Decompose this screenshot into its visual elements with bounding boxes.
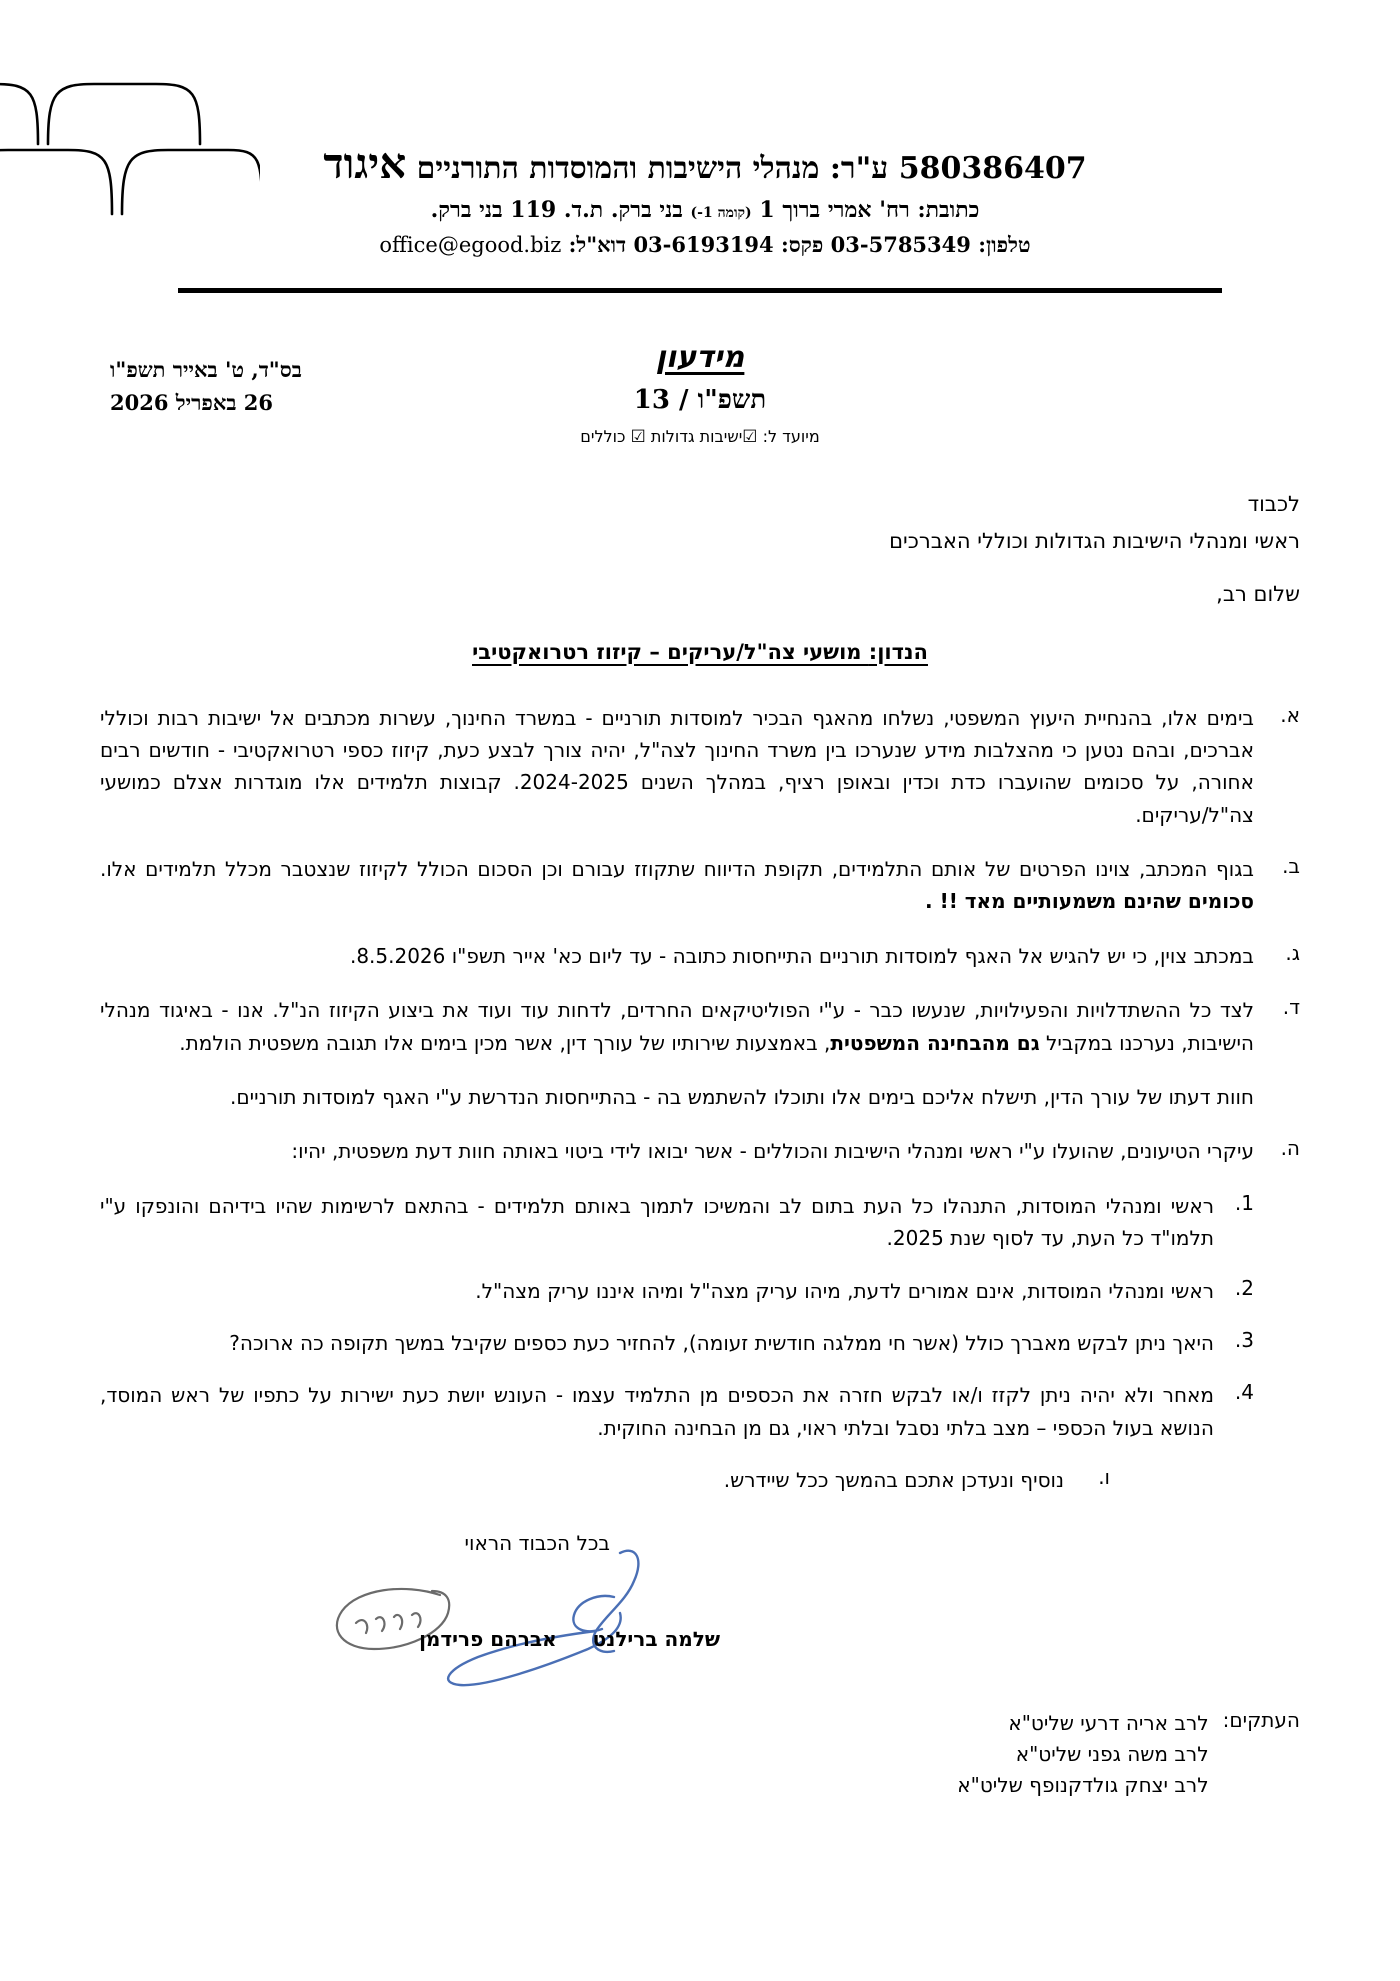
paragraph-text — [100, 994, 1254, 1059]
copies-label: העתקים: — [1222, 1708, 1300, 1732]
salutation: לכבוד — [1247, 492, 1300, 516]
page-title: מידעון — [655, 340, 745, 375]
list-item — [100, 1190, 1254, 1255]
handwritten-signature-icon — [320, 1539, 740, 1689]
document-number: תשפ"ו / 13 — [633, 385, 767, 415]
copies-recipient: לרב אריה דרעי שליט"א — [1008, 1711, 1209, 1735]
address-label: כתובת: — [917, 197, 980, 224]
list-item-marker: 1. — [1234, 1190, 1254, 1215]
list-item-text: ראשי ומנהלי המוסדות, אינם אמורים לדעת, מיהו עריק מצה"ל ומיהו איננו עריק מצה"ל. — [475, 1278, 1214, 1303]
org-title-line — [210, 140, 1200, 188]
organization-identity — [210, 140, 1200, 262]
list-item — [100, 1327, 1254, 1359]
paragraph-text — [100, 853, 1254, 918]
paragraph-bet — [100, 853, 1300, 918]
audience-option-yeshivot: ישיבות גדולות — [650, 427, 743, 446]
list-item-marker: 2. — [1234, 1275, 1254, 1300]
signatory-name-right: אברהם פרידמן — [419, 1626, 557, 1651]
paragraph-hey — [100, 1135, 1300, 1167]
paragraph-marker: ג. — [1285, 940, 1300, 965]
paragraph-text: נוסיף ונעדכן אתכם בהמשך ככל שיידרש. — [723, 1468, 1064, 1493]
paragraph-marker: א. — [1280, 702, 1300, 727]
subject-label: הנדון: — [868, 639, 928, 664]
subject-text — [472, 640, 928, 664]
phone-label: טלפון: — [978, 232, 1031, 258]
paragraph-text-main: לצד כל ההשתדלויות והפעילויות, שנעשו כבר - ע"י הפוליטיקאים החרדים, לדחות עוד ועוד את ביצוע הקיזוז הנ"ל. אנו - באיגוד מנהלי הישיבות, נערכנו במקביל — [100, 998, 1254, 1055]
paragraph-marker: ו. — [1098, 1465, 1110, 1490]
header-divider-rule — [178, 288, 1222, 293]
paragraph-text-emphasis: סכומים שהינם משמעותיים מאד !! . — [925, 889, 1254, 914]
checkbox-kollelim-icon[interactable]: ☑ — [630, 427, 646, 447]
email-address: office@egood.biz — [379, 233, 562, 258]
audience-line — [100, 427, 1300, 447]
address-floor: (קומה 1-) — [690, 205, 752, 222]
addressee-block — [100, 486, 1300, 560]
registration-number: 580386407 — [898, 151, 1087, 186]
fax-number: 03-6193194 — [633, 232, 774, 258]
copies-recipient: לרב משה גפני שליט"א — [1015, 1742, 1209, 1766]
copies-block — [957, 1708, 1300, 1801]
org-address-line — [210, 194, 1200, 227]
paragraph-text: במכתב צוין, כי יש להגיש אל האגף למוסדות תורניים התייחסות כתובה - עד ליום כא' אייר תשפ"ו 8.5.2026. — [349, 943, 1254, 968]
paragraph-dalet-continuation: חוות דעתו של עורך הדין, תישלח אליכם בימים אלו ותוכלו להשתמש בה - בהתייחסות הנדרשת ע"י האגף למוסדות תורניים. — [230, 1085, 1254, 1110]
org-name-bold: איגוד — [323, 139, 407, 188]
greeting-line: שלום רב, — [1216, 581, 1300, 606]
phone-number: 03-5785349 — [830, 232, 971, 258]
checkbox-yeshivot-icon[interactable]: ☑ — [742, 427, 758, 447]
title-and-date-row — [100, 340, 1300, 460]
paragraph-alef — [100, 702, 1300, 832]
date-block — [110, 354, 302, 419]
date-gregorian: 26 באפריל 2026 — [110, 389, 273, 415]
paragraph-text-tail: , באמצעות שירותיו של עורך דין, אשר מכין בימים אלו תגובה משפטית הולמת. — [179, 1030, 831, 1055]
copies-recipient-list — [957, 1708, 1208, 1801]
list-item-text: היאך ניתן לבקש מאברך כולל (אשר חי ממלגה חודשית זעומה), להחזיר כעת כספים שקיבל במשך תקופה כה ארוכה? — [229, 1330, 1214, 1355]
paragraph-text: בימים אלו, בהנחיית היעוץ המשפטי, נשלחו מהאגף הבכיר למוסדות תורניים - במשרד החינוך, עשרות מכתבים אל ישיבות רבות וכוללי אברכים, ובהם נטען כי מהצלבות מידע שנערכו בין משרד החינוך לצה"ל, יהיה צורך לבצע כעת, קיזוז כספי רטרואקטיבי - חודשים רבים אחורה, על סכומים שהועברו כדת וכדין ובאופן רציף, במהלך השנים 2024-2025. קבוצות תלמידים אלו מוגדרות אצלם כמושעי צה"ל/עריקים. — [100, 705, 1254, 827]
audience-label: מיועד ל: — [762, 427, 820, 446]
address-street: רח' אמרי ברוך 1 — [759, 197, 910, 224]
document-body — [100, 702, 1300, 1497]
list-item-marker: 4. — [1234, 1380, 1254, 1405]
email-label: דוא"ל: — [568, 232, 627, 258]
paragraph-marker: ה. — [1280, 1136, 1300, 1161]
paragraph-text-main: בגוף המכתב, צוינו הפרטים של אותם התלמידים, תקופת הדיווח שתקוזז עבורם וכן הסכום הכולל לקיזוז שנצטבר מכלל תלמידים אלו. — [100, 857, 1254, 882]
org-contact-line — [210, 229, 1200, 262]
paragraph-gimel — [100, 940, 1300, 972]
list-item — [100, 1379, 1254, 1444]
signature-closing: בכל הכבוד הראוי — [464, 1530, 610, 1555]
paragraph-vav — [100, 1464, 1110, 1496]
signatory-name-left: שלמה ברילנט — [592, 1626, 720, 1651]
recipient-line: ראשי ומנהלי הישיבות הגדולות וכוללי האברכים — [889, 528, 1300, 553]
paragraph-dalet — [100, 994, 1300, 1059]
subject-body: מושעי צה"ל/עריקים – קיזוז רטרואקטיבי — [472, 639, 862, 664]
copies-recipient: לרב יצחק גולדקנופף שליט"א — [957, 1773, 1209, 1797]
paragraph-marker: ד. — [1282, 995, 1300, 1020]
paragraph-text-emphasis: גם מהבחינה המשפטית — [830, 1030, 1040, 1055]
list-item-text: מאחר ולא יהיה ניתן לקזז ו/או לבקש חזרה את הכספים מן התלמיד עצמו - העונש יושת כעת ישירות על כתפיו של ראש המוסד, הנושא בעול הכספי – מצב בלתי נסבל ובלתי ראוי, גם מן הבחינה החוקית. — [100, 1383, 1214, 1440]
signature-names — [419, 1627, 720, 1651]
signature-area — [100, 1531, 1300, 1701]
registration-label: ע"ר: — [829, 151, 889, 186]
fax-label: פקס: — [780, 232, 824, 258]
letterhead — [100, 0, 1300, 300]
paragraph-marker: ב. — [1282, 854, 1300, 879]
list-item-marker: 3. — [1234, 1327, 1254, 1352]
address-city: בני ברק. ת.ד. 119 בני ברק. — [430, 197, 683, 224]
list-item — [100, 1275, 1254, 1307]
date-hebrew: בס"ד, ט' באייר תשפ"ו — [110, 357, 302, 382]
numbered-arguments-list — [100, 1190, 1300, 1444]
paragraph-text: עיקרי הטיעונים, שהועלו ע"י ראשי ומנהלי הישיבות והכוללים - אשר יבואו לידי ביטוי באותה חוות דעת משפטית, יהיו: — [291, 1139, 1254, 1164]
subject-line — [100, 640, 1300, 664]
audience-option-kollelim: כוללים — [580, 427, 626, 446]
list-item-text: ראשי ומנהלי המוסדות, התנהלו כל העת בתום לב והמשיכו לתמוך באותם תלמידים - בהתאם לרשימות שהיו בידיהם והונפקו ע"י תלמו"ד כל העת, עד לסוף שנת 2025. — [100, 1193, 1214, 1251]
org-name-rest: מנהלי הישיבות והמוסדות התורניים — [416, 151, 820, 186]
